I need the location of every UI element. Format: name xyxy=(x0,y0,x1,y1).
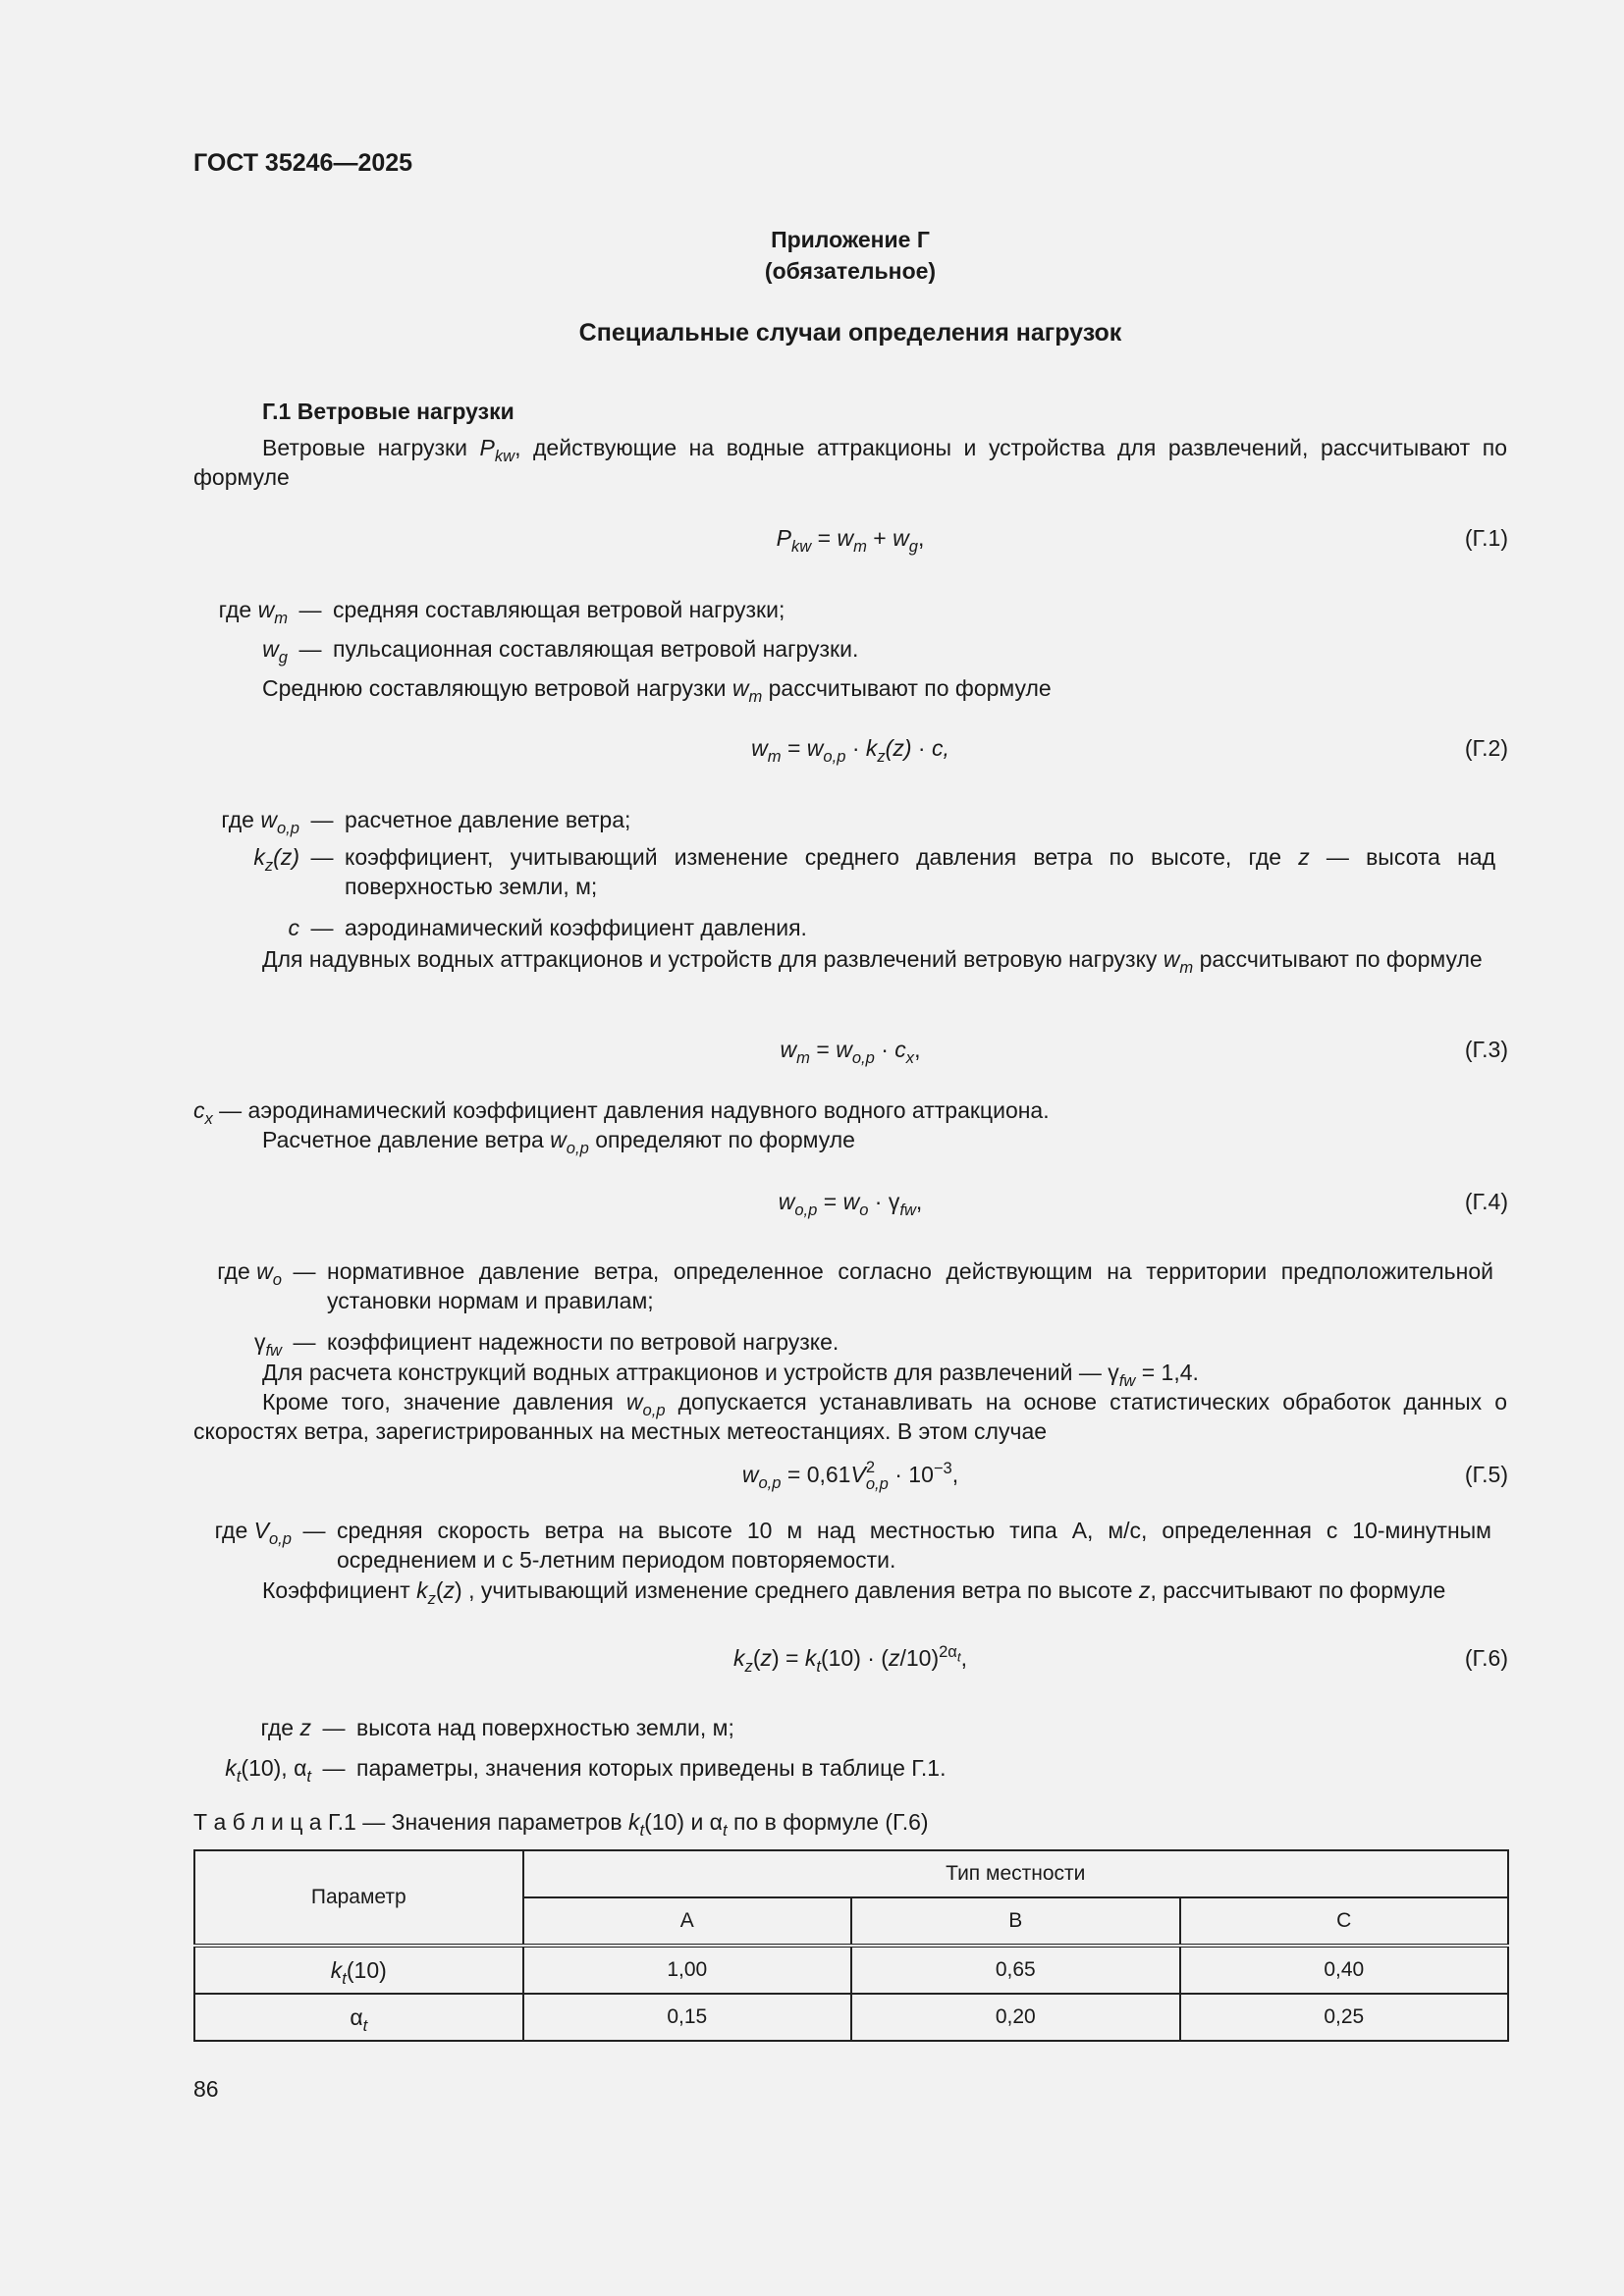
definition-row: $\gamma_{fw}$ — коэффициент надежности по ветровой нагрузке. xyxy=(253,1329,839,1360)
appendix-status: (обязательное) xyxy=(764,258,937,284)
paragraph-statistics: Кроме того, значение давления $w_{o,p}$ допускается устанавливать на основе статистических обработок данных о скоростях ветра, зарегистрированных на местных метеостанциях. В этом случае xyxy=(193,1389,1507,1444)
paragraph-design-pressure: Расчетное давление ветра $w_{o,p}$ определяют по формуле xyxy=(262,1127,855,1157)
definition-row: $k_t(10)$, $\alpha_t$ — параметры, значения которых приведены в таблице Г.1. xyxy=(225,1755,947,1786)
definition-row: где $V_{o,p}$ — средняя скорость ветра на высоте 10 м над местностью типа А, м/с, определенная с 10-минутным осреднением и с 5-летним периодом повторяемости. xyxy=(214,1518,1491,1573)
page-number: 86 xyxy=(193,2076,219,2102)
paragraph-inflatable: Для надувных водных аттракционов и устройств для развлечений ветровую нагрузку $w_m$ рассчитывают по формуле xyxy=(262,946,1483,977)
table-row xyxy=(194,1946,1508,1994)
table-header-col: А xyxy=(523,1897,851,1946)
definition-row: $k_z(z)$ — коэффициент, учитывающий изменение среднего давления ветра по высоте, где z — высота над поверхностью земли, м; xyxy=(253,844,1496,899)
definition-row: где z — высота над поверхностью земли, м; xyxy=(260,1715,734,1740)
definition-row: где $w_{o,p}$ — расчетное давление ветра; xyxy=(221,807,631,837)
table-header-param: Параметр xyxy=(194,1850,523,1946)
formula-number-g1: (Г.1) xyxy=(1464,525,1508,551)
formula-g6: $k_z(z) = k_t(10) \cdot (z/10)^{2\alpha_t}$, xyxy=(733,1641,967,1676)
subsection-title: Г.1 Ветровые нагрузки xyxy=(262,399,514,424)
formula-number-g2: (Г.2) xyxy=(1464,735,1508,761)
formula-number-g3: (Г.3) xyxy=(1464,1037,1508,1062)
formula-g3: $w_m = w_{o,p} \cdot c_x$, xyxy=(780,1037,921,1067)
section-title: Специальные случаи определения нагрузок xyxy=(578,319,1122,347)
paragraph-mean-component: Среднюю составляющую ветровой нагрузки $w_m$ рассчитывают по формуле xyxy=(262,675,1052,706)
paragraph-reliability-factor: Для расчета конструкций водных аттракционов и устройств для развлечений — $\gamma_{fw} = 1,4$. xyxy=(262,1360,1199,1390)
table-header-terrain: Тип местности xyxy=(523,1850,1508,1897)
table-caption: Т а б л и ц а Г.1 — Значения параметров $k_t(10)$ и $\alpha_t$ по в формуле (Г.6) xyxy=(193,1809,929,1840)
table-cell-param: $\alpha_t$ xyxy=(194,1994,523,2041)
table-cell: 0,40 xyxy=(1180,1946,1509,1994)
table-row xyxy=(194,1994,1508,2041)
paragraph-height-coefficient: Коэффициент $k_z(z)$ , учитывающий изменение среднего давления ветра по высоте z, рассчитывают по формуле xyxy=(262,1577,1446,1608)
parameters-table xyxy=(193,1849,1509,2042)
definition-cx: $c_x$ — аэродинамический коэффициент давления надувного водного аттракциона. xyxy=(193,1097,1050,1128)
formula-g5: $w_{o,p} = 0,61V$ 2 o,p · $10^{-3}$, xyxy=(741,1458,959,1493)
definition-row: c — аэродинамический коэффициент давления. xyxy=(288,915,807,940)
formula-number-g4: (Г.4) xyxy=(1464,1189,1508,1214)
table-cell: 0,20 xyxy=(851,1994,1179,2041)
paragraph-wind-loads: Ветровые нагрузки $P_{kw}$, действующие на водные аттракционы и устройства для развлечений, рассчитывают по формуле xyxy=(193,435,1507,490)
table-header-col: В xyxy=(851,1897,1179,1946)
formula-g1: $P_{kw} = w_m + w_g$, xyxy=(776,525,925,556)
definition-row: где $w_o$ — нормативное давление ветра, определенное согласно действующим на территории предположительной установки нормам и правилам; xyxy=(217,1258,1493,1313)
formula-g4: $w_{o,p} = w_o \cdot \gamma_{fw}$, xyxy=(778,1189,923,1219)
formula-number-g6: (Г.6) xyxy=(1464,1645,1508,1671)
table-cell-param: $k_t(10)$ xyxy=(194,1946,523,1994)
formula-number-g5: (Г.5) xyxy=(1464,1462,1508,1487)
table-cell: 0,15 xyxy=(523,1994,851,2041)
table-cell: 0,65 xyxy=(851,1946,1179,1994)
definition-row: $w_g$ — пульсационная составляющая ветровой нагрузки. xyxy=(262,636,859,667)
formula-g2: $w_m = w_{o,p} \cdot k_z(z) \cdot c$, xyxy=(751,735,949,766)
table-header-col: С xyxy=(1180,1897,1509,1946)
table-cell: 1,00 xyxy=(523,1946,851,1994)
definition-row: где $w_m$ — средняя составляющая ветровой нагрузки; xyxy=(218,597,785,627)
table-cell: 0,25 xyxy=(1180,1994,1509,2041)
document-id: ГОСТ 35246—2025 xyxy=(193,149,413,177)
appendix-title: Приложение Г xyxy=(771,227,930,252)
